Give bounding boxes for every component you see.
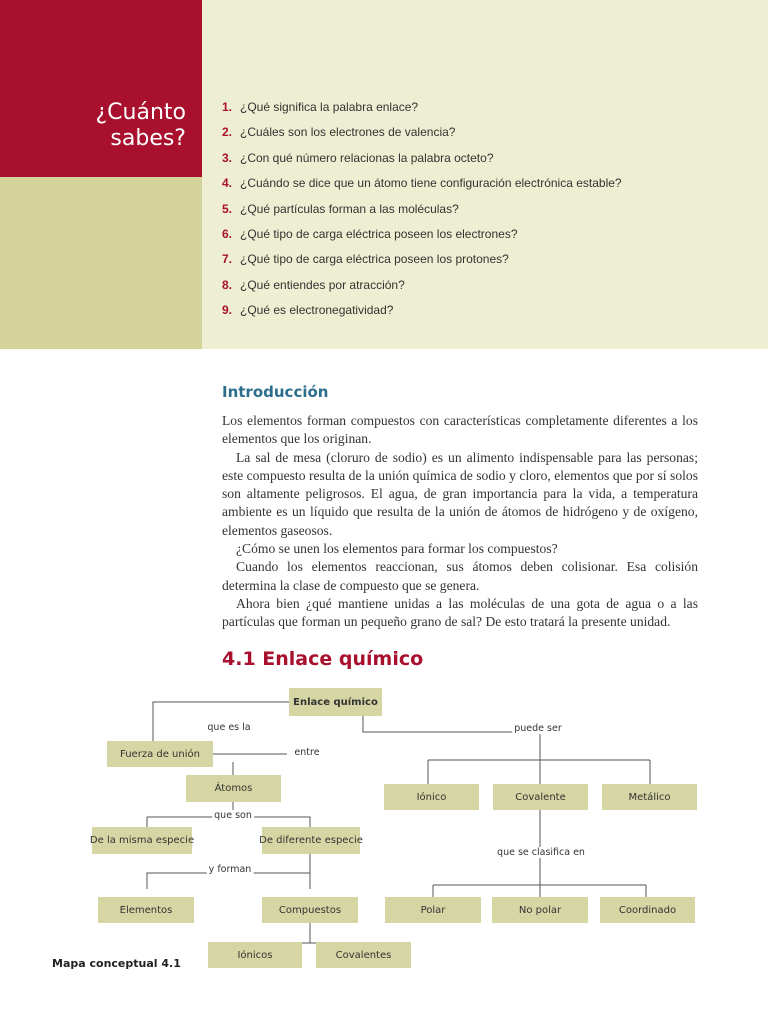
node-polar: Polar xyxy=(385,897,481,923)
label-y-forman: y forman xyxy=(208,864,252,875)
question-number: 3. xyxy=(222,150,233,165)
node-covalente: Covalente xyxy=(493,784,588,810)
questions-list xyxy=(222,100,622,329)
node-ionicos: Iónicos xyxy=(208,942,302,968)
cuanto-sabes-title xyxy=(96,100,187,152)
node-coordinado: Coordinado xyxy=(600,897,695,923)
question-text: ¿Qué es electronegatividad? xyxy=(240,303,394,318)
question-number: 9. xyxy=(222,303,233,318)
intro-paragraph: Ahora bien ¿qué mantiene unidas a las moléculas de una gota de agua o a las partículas que forman un pequeño grano de sal? De esto tratará la presente unidad. xyxy=(222,595,698,630)
title-line-2: sabes? xyxy=(110,126,186,151)
question-text: ¿Qué tipo de carga eléctrica poseen los electrones? xyxy=(240,226,518,241)
question-number: 7. xyxy=(222,252,233,267)
node-enlace-quimico: Enlace químico xyxy=(289,688,382,716)
node-ionico: Iónico xyxy=(384,784,479,810)
label-que-es-la: que es la xyxy=(207,722,251,733)
node-compuestos: Compuestos xyxy=(262,897,358,923)
title-line-1: ¿Cuánto xyxy=(95,100,186,125)
intro-body xyxy=(222,412,698,632)
node-covalentes: Covalentes xyxy=(316,942,411,968)
label-que-son: que son xyxy=(214,810,252,821)
node-atomos: Átomos xyxy=(186,775,281,802)
intro-paragraph: Los elementos forman compuestos con características completamente diferentes a los elementos que los originan. xyxy=(222,413,698,447)
question-text: ¿Qué partículas forman a las moléculas? xyxy=(240,201,459,216)
intro-heading: Introducción xyxy=(222,383,329,401)
intro-paragraph: ¿Cómo se unen los elementos para formar los compuestos? xyxy=(236,541,558,557)
concept-map xyxy=(0,680,768,980)
label-puede-ser: puede ser xyxy=(514,723,562,734)
label-entre: entre xyxy=(294,747,320,758)
header-accent-panel xyxy=(0,177,202,349)
question-number: 4. xyxy=(222,176,233,191)
question-text: ¿Cuáles son los electrones de valencia? xyxy=(240,125,456,140)
question-text: ¿Cuándo se dice que un átomo tiene configuración electrónica estable? xyxy=(240,176,622,191)
question-item xyxy=(222,176,622,201)
question-item xyxy=(222,278,622,303)
node-diferente-especie: De diferente especie xyxy=(262,827,360,854)
map-caption: Mapa conceptual 4.1 xyxy=(52,957,181,970)
node-no-polar: No polar xyxy=(492,897,588,923)
question-item xyxy=(222,303,622,328)
question-item xyxy=(222,125,622,150)
question-item xyxy=(222,151,622,176)
question-number: 6. xyxy=(222,226,233,241)
question-number: 5. xyxy=(222,201,233,216)
question-item xyxy=(222,227,622,252)
question-item xyxy=(222,252,622,277)
question-text: ¿Con qué número relacionas la palabra octeto? xyxy=(240,150,494,165)
intro-paragraph: La sal de mesa (cloruro de sodio) es un alimento indispensable para las personas; este compuesto resulta de la unión química de sodio y cloro, elementos que por sí solos son altamente peligrosos. El agua, de gran importancia para la vida, a temperatura ambiente es un líquido que resulta de la unión de átomos de hidrógeno y de oxígeno, elementos gaseosos. xyxy=(222,449,698,538)
label-que-se-clasifica-en: que se clasifica en xyxy=(497,847,585,858)
question-text: ¿Qué entiendes por atracción? xyxy=(240,277,405,292)
section-heading: 4.1 Enlace químico xyxy=(222,648,424,670)
question-text: ¿Qué tipo de carga eléctrica poseen los protones? xyxy=(240,252,509,267)
node-elementos: Elementos xyxy=(98,897,194,923)
node-fuerza-de-union: Fuerza de unión xyxy=(107,741,213,767)
question-number: 1. xyxy=(222,100,233,114)
node-metalico: Metálico xyxy=(602,784,697,810)
question-text: ¿Qué significa la palabra enlace? xyxy=(240,100,419,114)
question-number: 2. xyxy=(222,125,233,140)
question-item xyxy=(222,100,622,125)
node-misma-especie: De la misma especie xyxy=(92,827,192,854)
question-number: 8. xyxy=(222,277,233,292)
question-item xyxy=(222,202,622,227)
intro-paragraph: Cuando los elementos reaccionan, sus átomos deben colisionar. Esa colisión determina la clase de compuesto que se genera. xyxy=(222,559,698,593)
